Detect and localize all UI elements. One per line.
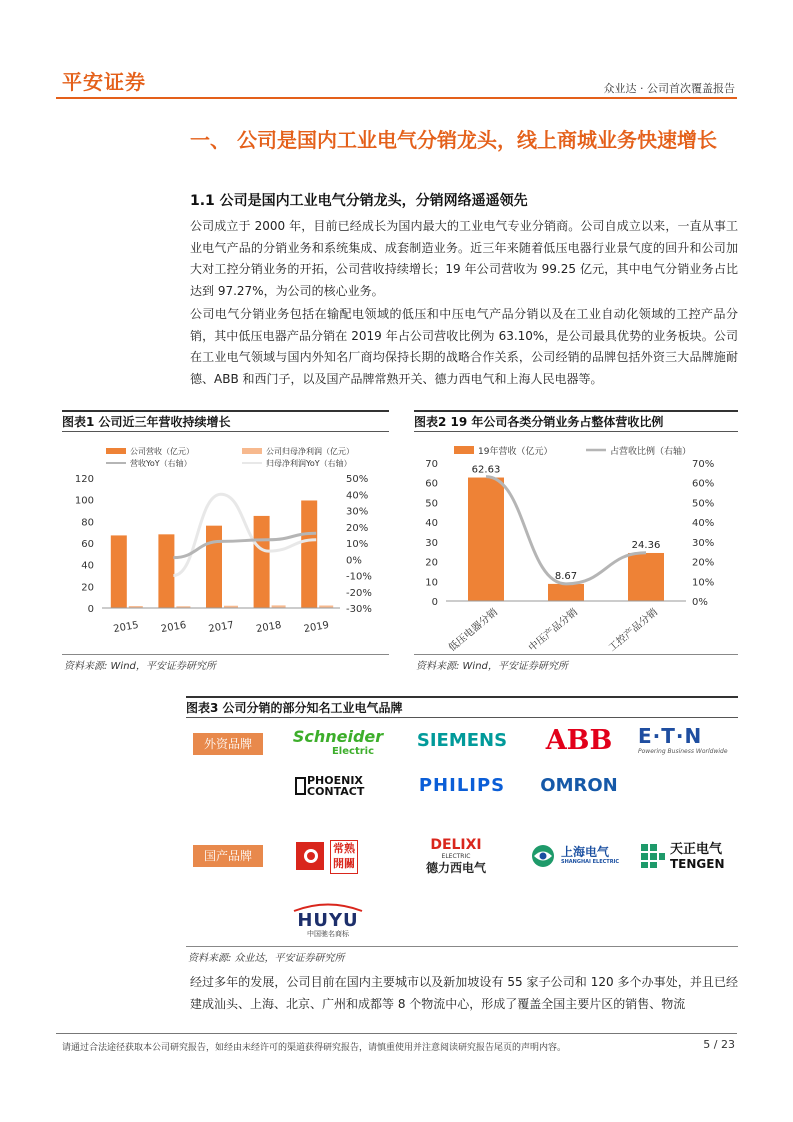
revenue-bar (158, 534, 174, 608)
y-right-tick-label: -10% (346, 571, 372, 583)
y-left-tick-label: 100 (74, 495, 94, 507)
y-right-tick-label: 20% (346, 522, 369, 534)
figure3-source: 资料来源: 众业达，平安证券研究所 (188, 953, 345, 964)
y-right-tick-label: 60% (692, 478, 715, 490)
huyu-logo-text: HUYU (297, 910, 359, 931)
changshu-mark-icon (294, 840, 326, 872)
tengen-mark-icon (640, 843, 666, 869)
abb-logo: ABB (545, 725, 613, 756)
huyu-logo-sub: 中国驰名商标 (307, 930, 349, 938)
footer-divider (56, 1033, 737, 1034)
y-right-tick-label: 40% (346, 490, 369, 502)
y-left-tick-label: 70 (425, 459, 438, 470)
siemens-logo: SIEMENS (416, 730, 508, 751)
y-right-tick-label: 20% (692, 557, 715, 569)
y-right-tick-label: 10% (346, 539, 369, 550)
y-left-tick-label: 50 (425, 498, 438, 510)
eaton-logo-text: E·T·N (638, 724, 703, 748)
bar-value-label: 24.36 (631, 539, 661, 551)
delixi-logo-cn: 德力西电气 (425, 861, 486, 875)
x-tick-label: 中压产品分销 (526, 606, 580, 654)
shanghai-electric-icon (529, 843, 557, 869)
y-right-tick-label: 50% (346, 474, 369, 485)
y-left-tick-label: 40 (425, 518, 438, 530)
x-tick-label: 工控产品分销 (606, 606, 660, 654)
paragraph-2: 公司电气分销业务包括在输配电领域的低压和中压电气产品分销以及在工业自动化领域的工控产品分销，其中低压电器产品分销在 2019 年占公司营收比例为 63.10%，是公司最具优势的业务板块。公司在工业电气领域与国内外知名厂商均保持长期的战略合作关系，公司经销的品牌包括外资三大品牌施耐德、ABB 和西门子，以及国产品牌常熟开关、德力西电气和上海人民电器等。 (190, 307, 738, 386)
huyu-logo (290, 902, 366, 939)
omron-logo: OMRON (540, 775, 618, 796)
y-left-tick-label: 10 (425, 577, 438, 589)
figure1-title: 图表1 公司近三年营收持续增长 (62, 410, 389, 432)
changshu-logo: 常熟開關 (330, 840, 358, 874)
footer-disclaimer: 请通过合法途径获取本公司研究报告，如经由未经许可的渠道获得研究报告，请慎重使用并注意阅读研究报告尾页的声明内容。 (62, 1043, 567, 1053)
legend2-swatch-revenue (454, 446, 474, 454)
x-tick-label: 2018 (255, 619, 283, 636)
philips-logo: PHILIPS (418, 775, 506, 796)
figure2-source: 资料来源: Wind，平安证券研究所 (416, 661, 568, 672)
legend1-revyoy: 营收YoY（右轴） (130, 459, 192, 468)
section-subtitle: 1.1 公司是国内工业电气分销龙头，分销网络遥遥领先 (190, 193, 528, 209)
x-tick-label: 2017 (207, 619, 235, 636)
x-tick-label: 低压电器分销 (446, 606, 500, 654)
y-right-tick-label: 30% (692, 537, 715, 549)
tengen-logo-text: TENGEN (670, 857, 725, 871)
shanghai-logo-sub: SHANGHAI ELECTRIC (561, 859, 620, 865)
legend1-profit: 公司归母净利润（亿元） (266, 447, 354, 456)
x-tick-label: 2019 (302, 619, 330, 636)
x-tick-label: 2016 (160, 619, 188, 636)
y-right-tick-label: 0% (692, 597, 708, 608)
eaton-logo-sub: Powering Business Worldwide (638, 748, 728, 755)
figure1-source: 资料来源: Wind，平安证券研究所 (64, 661, 216, 672)
page-number: 5 / 23 (703, 1038, 735, 1051)
legend1-swatch-revenue (106, 448, 126, 454)
figure2-chart (414, 436, 738, 654)
tengen-logo (670, 843, 738, 871)
phoenix-logo-sub: CONTACT (307, 785, 365, 798)
figure2-title: 图表2 19 年公司各类分销业务占整体营收比例 (414, 410, 738, 432)
y-left-tick-label: 60 (425, 478, 438, 490)
legend2-ratio: 占营收比例（右轴） (610, 447, 692, 457)
y-right-tick-label: 70% (692, 459, 715, 470)
y-right-tick-label: 40% (692, 518, 715, 530)
schneider-logo-sub: Electric (331, 746, 375, 757)
legend1-profityoy: 归母净利润YoY（右轴） (266, 459, 352, 468)
revenue-bar (468, 478, 504, 601)
paragraph-3: 经过多年的发展，公司目前在国内主要城市以及新加坡设有 55 家子公司和 120 多个办事处，并且已经建成汕头、上海、北京、广州和成都等 8 个物流中心，形成了覆盖全国主要片区的销售、物流 (190, 975, 738, 1011)
figure2-source-divider (414, 654, 738, 655)
revenue-bar (548, 584, 584, 601)
y-left-tick-label: 120 (74, 474, 94, 485)
revenue-bar (301, 500, 317, 608)
delixi-logo-sub: ELECTRIC (441, 853, 471, 860)
y-right-tick-label: -20% (346, 587, 372, 599)
tengen-logo-cn: 天正电气 (670, 842, 723, 857)
shanghai-logo-text: 上海电气 (561, 845, 610, 859)
revenue-bar (111, 535, 127, 608)
schneider-logo (292, 728, 384, 757)
legend1-revenue: 公司营收（亿元） (130, 447, 194, 456)
y-left-tick-label: 30 (425, 537, 438, 549)
x-tick-label: 2015 (112, 619, 140, 636)
figure3-title: 图表3 公司分销的部分知名工业电气品牌 (186, 696, 738, 718)
section-title: 一、 公司是国内工业电气分销龙头，线上商城业务快速增长 (190, 128, 717, 152)
revenue-bar (206, 526, 222, 608)
y-right-tick-label: 10% (692, 577, 715, 589)
y-left-tick-label: 60 (81, 539, 94, 550)
phoenix-logo-text: PHOENIX (307, 774, 363, 787)
legend2-revenue: 19年营收（亿元） (478, 447, 553, 457)
y-right-tick-label: -30% (346, 604, 372, 615)
figure1-legend (106, 446, 354, 468)
y-left-tick-label: 0 (87, 604, 94, 615)
phoenix-mark-icon (295, 777, 306, 795)
bar-value-label: 8.67 (554, 570, 578, 582)
revenue-bar (628, 553, 664, 601)
y-right-tick-label: 30% (346, 506, 369, 518)
delixi-logo (412, 838, 500, 875)
bar-value-label: 62.63 (471, 464, 501, 476)
figure3-source-divider (186, 946, 738, 947)
foreign-brands-label: 外资品牌 (193, 733, 263, 755)
y-left-tick-label: 0 (431, 597, 438, 608)
y-left-tick-label: 40 (81, 560, 94, 572)
figure2-legend (454, 445, 691, 457)
legend1-swatch-profit (242, 448, 262, 454)
y-right-tick-label: 50% (692, 498, 715, 510)
revenue-bar (254, 516, 270, 608)
report-title: 众业达 · 公司首次覆盖报告 (603, 82, 735, 95)
header-divider (56, 97, 737, 99)
y-left-tick-label: 80 (81, 517, 94, 529)
ratio-line (486, 477, 646, 584)
figure1-chart (62, 436, 389, 654)
eaton-logo (638, 725, 732, 756)
domestic-brands-label: 国产品牌 (193, 845, 263, 867)
figure1-source-divider (62, 654, 389, 655)
schneider-logo-text: Schneider (292, 727, 384, 746)
shanghai-electric-logo (561, 845, 625, 866)
phoenix-contact-logo (293, 775, 383, 797)
y-left-tick-label: 20 (425, 557, 438, 569)
brand-logo: 平安证券 (62, 70, 146, 94)
y-right-tick-label: 0% (346, 555, 362, 567)
y-left-tick-label: 20 (81, 582, 94, 594)
delixi-logo-text: DELIXI (430, 837, 482, 853)
paragraph-1: 公司成立于 2000 年，目前已经成长为国内最大的工业电气专业分销商。公司自成立以来，一直从事工业电气产品的分销业务和系统集成、成套制造业务。近三年来随着低压电器行业景气度的回升和公司加大对工控分销业务的开拓，公司营收持续增长；19 年公司营收为 99.25 亿元，其中电气分销业务占比达到 97.27%，为公司的核心业务。 (190, 219, 738, 298)
